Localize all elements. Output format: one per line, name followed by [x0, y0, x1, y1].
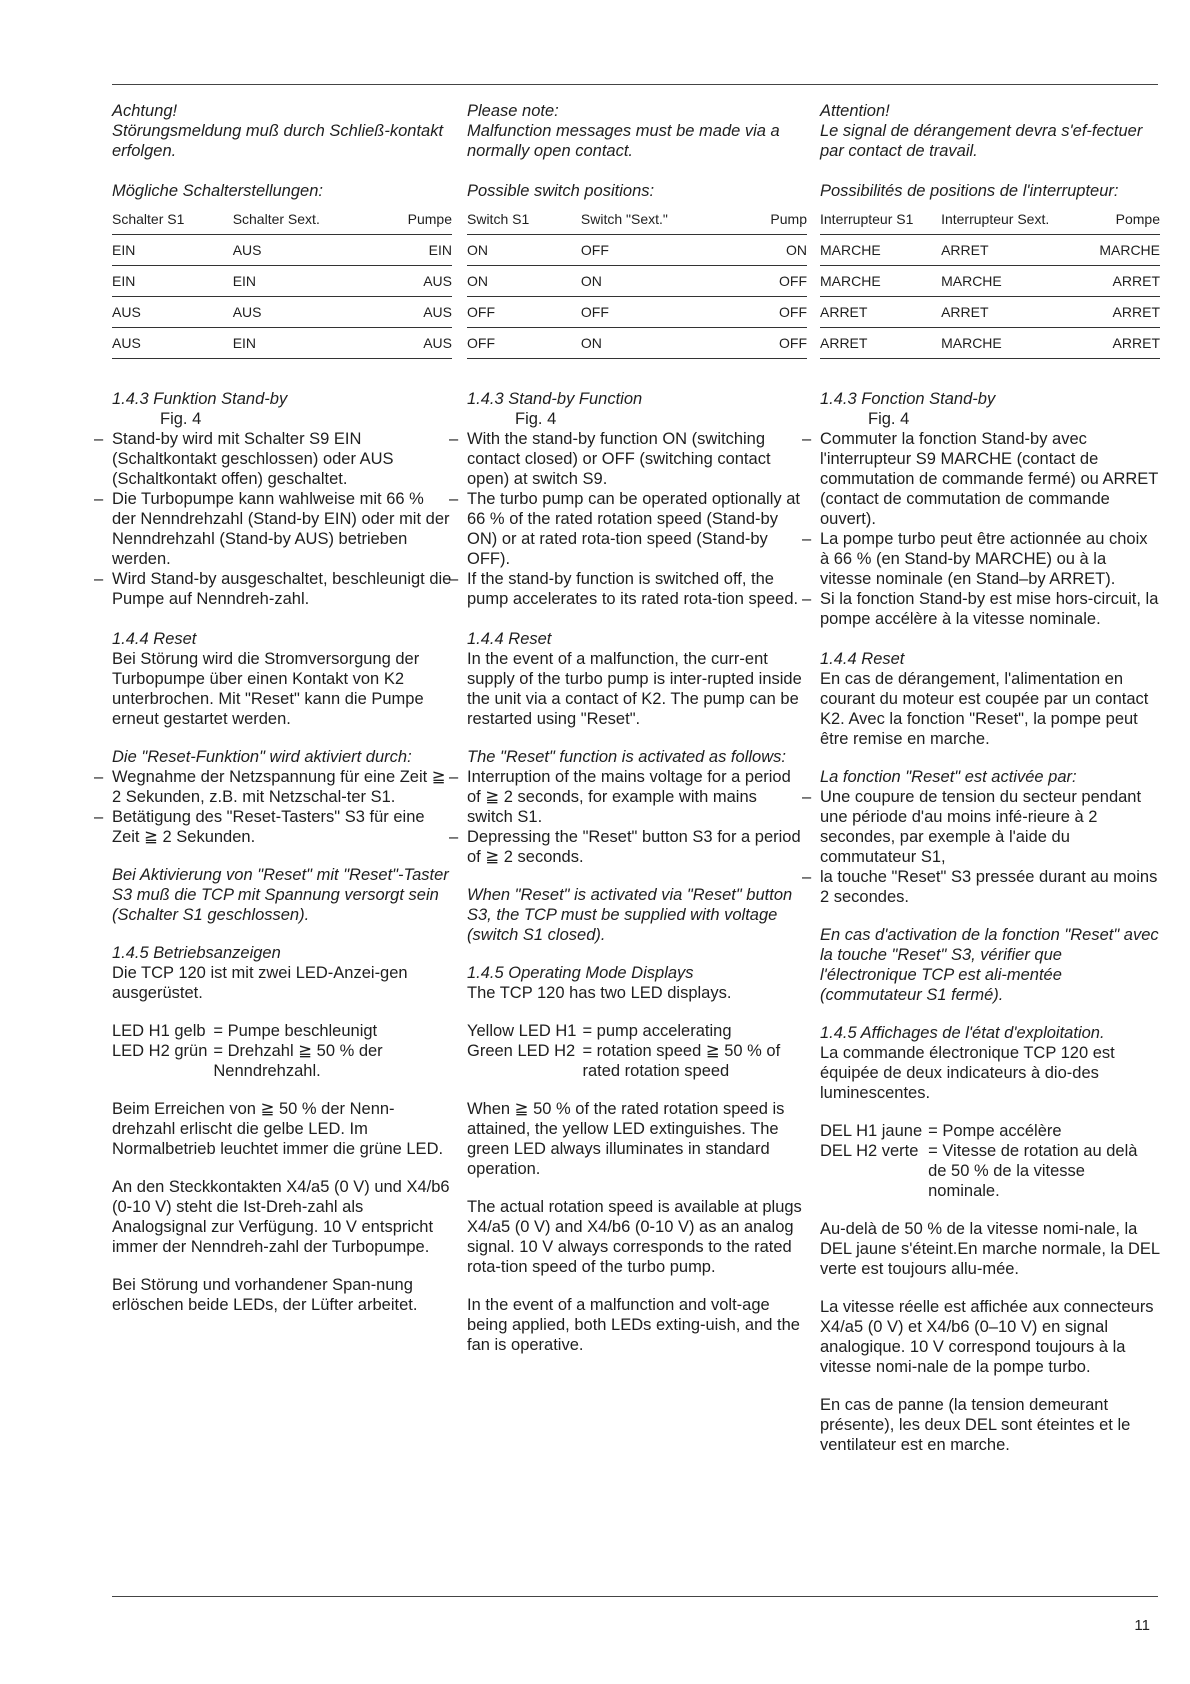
table-cell: OFF: [467, 297, 581, 328]
table-cell: ARRET: [820, 328, 941, 359]
table-header: Switch "Sext.": [581, 211, 740, 235]
reset-text: En cas de dérangement, l'alimentation en courant du moteur est coupée par un contact K2. Avec la fonction "Reset", la pompe peut être remise en marche.: [820, 670, 1149, 748]
table-cell: ARRET: [941, 297, 1081, 328]
table-cell: EIN: [378, 235, 452, 266]
list-item: – With the stand-by function ON (switching contact closed) or OFF (switching contact open) at switch S9.: [467, 429, 807, 489]
table-row: [820, 297, 1160, 328]
reset-text: Bei Störung wird die Stromversorgung der Turbopumpe über einen Kontakt von K2 unterbrochen. Mit "Reset" kann die Pumpe erneut gestartet werden.: [112, 650, 424, 728]
reset-activated: La fonction "Reset" est activée par:: [820, 768, 1077, 786]
table-header: Interrupteur Sext.: [941, 211, 1081, 235]
table-cell: AUS: [378, 297, 452, 328]
table-cell: MARCHE: [820, 266, 941, 297]
led1-value: = pump accelerating: [582, 1022, 732, 1040]
table-cell: OFF: [581, 235, 740, 266]
table-cell: AUS: [378, 266, 452, 297]
led1-label: Yellow LED H1: [467, 1022, 577, 1040]
table-row: [112, 328, 452, 359]
led2-value: = rotation speed ≧ 50 % of rated rotation speed: [582, 1042, 781, 1080]
switch-table: [112, 211, 452, 359]
fig-ref: Fig. 4: [868, 410, 910, 428]
reset-note: When "Reset" is activated via "Reset" button S3, the TCP must be supplied with voltage (switch S1 closed).: [467, 886, 793, 944]
attention-title: Achtung!: [112, 102, 178, 120]
led-list: [112, 1021, 452, 1081]
table-cell: EIN: [233, 328, 378, 359]
table-cell: ON: [581, 328, 740, 359]
table-header: Pump: [740, 211, 807, 235]
reset-list: [112, 767, 452, 847]
table-cell: MARCHE: [820, 235, 941, 266]
list-item: – Stand-by wird mit Schalter S9 EIN (Schaltkontakt geschlossen) oder AUS (Schaltkontakt offen) geschaltet.: [112, 429, 452, 489]
table-cell: ARRET: [941, 235, 1081, 266]
table-cell: ON: [467, 235, 581, 266]
display-text: The TCP 120 has two LED displays.: [467, 984, 732, 1002]
led1-value: = Pumpe beschleunigt: [213, 1022, 378, 1040]
paragraph: In the event of a malfunction and volt-age being applied, both LEDs exting-uish, and the fan is operative.: [467, 1296, 800, 1354]
standby-list: [820, 429, 1160, 629]
top-rule: [112, 84, 1158, 85]
table-header-row: [112, 211, 452, 235]
display-heading: 1.4.5 Operating Mode Displays: [467, 964, 694, 982]
list-item: – The turbo pump can be operated optionally at 66 % of the rated rotation speed (Stand-by ON) or at rated rota-tion speed (Stand-by OFF).: [467, 489, 807, 569]
french-column: [820, 101, 1160, 1455]
table-row: [112, 235, 452, 266]
table-cell: ARRET: [1081, 266, 1160, 297]
table-cell: MARCHE: [1081, 235, 1160, 266]
table-cell: ON: [581, 266, 740, 297]
reset-heading: 1.4.4 Reset: [467, 630, 552, 648]
attention-text: Le signal de dérangement devra s'ef-fectuer par contact de travail.: [820, 122, 1143, 160]
positions-title: Possible switch positions:: [467, 182, 655, 200]
standby-heading: 1.4.3 Stand-by Function: [467, 390, 643, 408]
table-cell: OFF: [740, 266, 807, 297]
led-list: [467, 1021, 807, 1081]
led2-label: DEL H2 verte: [820, 1142, 919, 1160]
table-cell: OFF: [740, 328, 807, 359]
display-heading: 1.4.5 Affichages de l'état d'exploitation.: [820, 1024, 1105, 1042]
table-cell: OFF: [467, 328, 581, 359]
table-cell: MARCHE: [941, 266, 1081, 297]
list-item: – Wird Stand-by ausgeschaltet, beschleunigt die Pumpe auf Nenndreh-zahl.: [112, 569, 452, 609]
paragraph: La vitesse réelle est affichée aux connecteurs X4/a5 (0 V) et X4/b6 (0–10 V) en signal analogique. 10 V correspond toujours à la vitesse nomi-nale de la pompe turbo.: [820, 1298, 1154, 1376]
table-header: Pumpe: [378, 211, 452, 235]
led-list: [820, 1121, 1160, 1201]
table-header: Interrupteur S1: [820, 211, 941, 235]
reset-activated: The "Reset" function is activated as follows:: [467, 748, 786, 766]
table-cell: AUS: [233, 297, 378, 328]
table-cell: ARRET: [1081, 328, 1160, 359]
list-item: – Commuter la fonction Stand-by avec l'interrupteur S9 MARCHE (contact de commutation de commande fermé) ou ARRET (contact de commutation de commande ouvert).: [820, 429, 1160, 529]
display-text: Die TCP 120 ist mit zwei LED-Anzei-gen ausgerüstet.: [112, 964, 408, 1002]
table-row: [467, 297, 807, 328]
led1-value: = Pompe accélère: [928, 1122, 1062, 1140]
table-cell: AUS: [378, 328, 452, 359]
table-cell: ARRET: [820, 297, 941, 328]
attention-title: Attention!: [820, 102, 890, 120]
table-cell: OFF: [581, 297, 740, 328]
led1-label: DEL H1 jaune: [820, 1122, 923, 1140]
table-cell: ON: [740, 235, 807, 266]
attention-text: Störungsmeldung muß durch Schließ-kontakt erfolgen.: [112, 122, 444, 160]
switch-table: [467, 211, 807, 359]
list-item: – Une coupure de tension du secteur pendant une période d'au moins infé-rieure à 2 secondes, par exemple à l'aide du commutateur S1,: [820, 787, 1160, 867]
led1-label: LED H1 gelb: [112, 1022, 206, 1040]
fig-ref: Fig. 4: [515, 410, 557, 428]
paragraph: When ≧ 50 % of the rated rotation speed is attained, the yellow LED extinguishes. The green LED always illuminates in standard operation.: [467, 1100, 785, 1178]
paragraph: En cas de panne (la tension demeurant présente), les deux DEL sont éteintes et le ventilateur est en marche.: [820, 1396, 1131, 1454]
list-item: – Depressing the "Reset" button S3 for a period of ≧ 2 seconds.: [467, 827, 807, 867]
led2-label: Green LED H2: [467, 1042, 576, 1060]
bottom-rule: [112, 1596, 1158, 1597]
reset-note: En cas d'activation de la fonction "Reset" avec la touche "Reset" S3, vérifier que l'électronique TCP est ali-mentée (commutateur S1 fermé).: [820, 926, 1159, 1004]
table-header: Schalter Sext.: [233, 211, 378, 235]
paragraph: Bei Störung und vorhandener Span-nung erlöschen beide LEDs, der Lüfter arbeitet.: [112, 1276, 418, 1314]
display-text: La commande électronique TCP 120 est équipée de deux indicateurs à dio-des luminescentes.: [820, 1044, 1115, 1102]
table-cell: EIN: [112, 235, 233, 266]
table-cell: AUS: [233, 235, 378, 266]
table-row: [112, 266, 452, 297]
reset-heading: 1.4.4 Reset: [112, 630, 197, 648]
table-cell: ARRET: [1081, 297, 1160, 328]
switch-table: [820, 211, 1160, 359]
table-cell: AUS: [112, 297, 233, 328]
positions-title: Mögliche Schalterstellungen:: [112, 182, 323, 200]
table-row: [820, 328, 1160, 359]
paragraph: Beim Erreichen von ≧ 50 % der Nenn-drehzahl erlischt die gelbe LED. Im Normalbetrieb leuchtet immer die grüne LED.: [112, 1100, 444, 1158]
table-header-row: [820, 211, 1160, 235]
table-row: [820, 235, 1160, 266]
table-row: [112, 297, 452, 328]
table-row: [467, 328, 807, 359]
fig-ref: Fig. 4: [160, 410, 202, 428]
standby-heading: 1.4.3 Fonction Stand-by: [820, 390, 996, 408]
table-header: Pompe: [1081, 211, 1160, 235]
attention-title: Please note:: [467, 102, 559, 120]
list-item: – Betätigung des "Reset-Tasters" S3 für eine Zeit ≧ 2 Sekunden.: [112, 807, 452, 847]
standby-heading: 1.4.3 Funktion Stand-by: [112, 390, 288, 408]
table-header-row: [467, 211, 807, 235]
reset-list: [467, 767, 807, 867]
attention-text: Malfunction messages must be made via a normally open contact.: [467, 122, 780, 160]
paragraph: Au-delà de 50 % de la vitesse nomi-nale, la DEL jaune s'éteint.En marche normale, la DEL verte est toujours allu-mée.: [820, 1220, 1160, 1278]
table-header: Switch S1: [467, 211, 581, 235]
list-item: – Wegnahme der Netzspannung für eine Zeit ≧ 2 Sekunden, z.B. mit Netzschal-ter S1.: [112, 767, 452, 807]
table-cell: ON: [467, 266, 581, 297]
display-heading: 1.4.5 Betriebsanzeigen: [112, 944, 281, 962]
list-item: – Interruption of the mains voltage for a period of ≧ 2 seconds, for example with mains switch S1.: [467, 767, 807, 827]
table-row: [467, 266, 807, 297]
english-column: [467, 101, 807, 1355]
reset-heading: 1.4.4 Reset: [820, 650, 905, 668]
reset-note: Bei Aktivierung von "Reset" mit "Reset"-Taster S3 muß die TCP mit Spannung versorgt sein (Schalter S1 geschlossen).: [112, 866, 449, 924]
page-number: 11: [1134, 1617, 1150, 1634]
german-column: [112, 101, 452, 1315]
paragraph: The actual rotation speed is available at plugs X4/a5 (0 V) and X4/b6 (0-10 V) as an analog signal. 10 V always corresponds to the rated rota-tion speed of the turbo pump.: [467, 1198, 802, 1276]
standby-list: [112, 429, 452, 609]
list-item: – Si la fonction Stand-by est mise hors-circuit, la pompe accélère à la vitesse nominale.: [820, 589, 1160, 629]
positions-title: Possibilités de positions de l'interrupteur:: [820, 182, 1119, 200]
table-cell: EIN: [112, 266, 233, 297]
led2-label: LED H2 grün: [112, 1042, 208, 1060]
table-cell: EIN: [233, 266, 378, 297]
reset-activated: Die "Reset-Funktion" wird aktiviert durch:: [112, 748, 412, 766]
list-item: – la touche "Reset" S3 pressée durant au moins 2 secondes.: [820, 867, 1160, 907]
list-item: – If the stand-by function is switched off, the pump accelerates to its rated rota-tion speed.: [467, 569, 807, 609]
table-row: [467, 235, 807, 266]
table-row: [820, 266, 1160, 297]
table-cell: AUS: [112, 328, 233, 359]
paragraph: An den Steckkontakten X4/a5 (0 V) und X4/b6 (0-10 V) steht die Ist-Dreh-zahl als Analogsignal zur Verfügung. 10 V entspricht immer der Nenndreh-zahl der Turbopumpe.: [112, 1178, 450, 1256]
reset-text: In the event of a malfunction, the curr-ent supply of the turbo pump is inter-rupted inside the unit via a contact of K2. The pump can be restarted using "Reset".: [467, 650, 802, 728]
list-item: – La pompe turbo peut être actionnée au choix à 66 % (en Stand-by MARCHE) ou à la vitesse nominale (en Stand–by ARRET).: [820, 529, 1160, 589]
table-cell: MARCHE: [941, 328, 1081, 359]
table-header: Schalter S1: [112, 211, 233, 235]
led2-value: = Drehzahl ≧ 50 % der Nenndrehzahl.: [213, 1042, 383, 1080]
standby-list: [467, 429, 807, 609]
list-item: – Die Turbopumpe kann wahlweise mit 66 % der Nenndrehzahl (Stand-by EIN) oder mit der Nenndrehzahl (Stand-by AUS) betrieben werden.: [112, 489, 452, 569]
table-cell: OFF: [740, 297, 807, 328]
reset-list: [820, 787, 1160, 907]
led2-value: = Vitesse de rotation au delà de 50 % de la vitesse nominale.: [928, 1142, 1138, 1200]
